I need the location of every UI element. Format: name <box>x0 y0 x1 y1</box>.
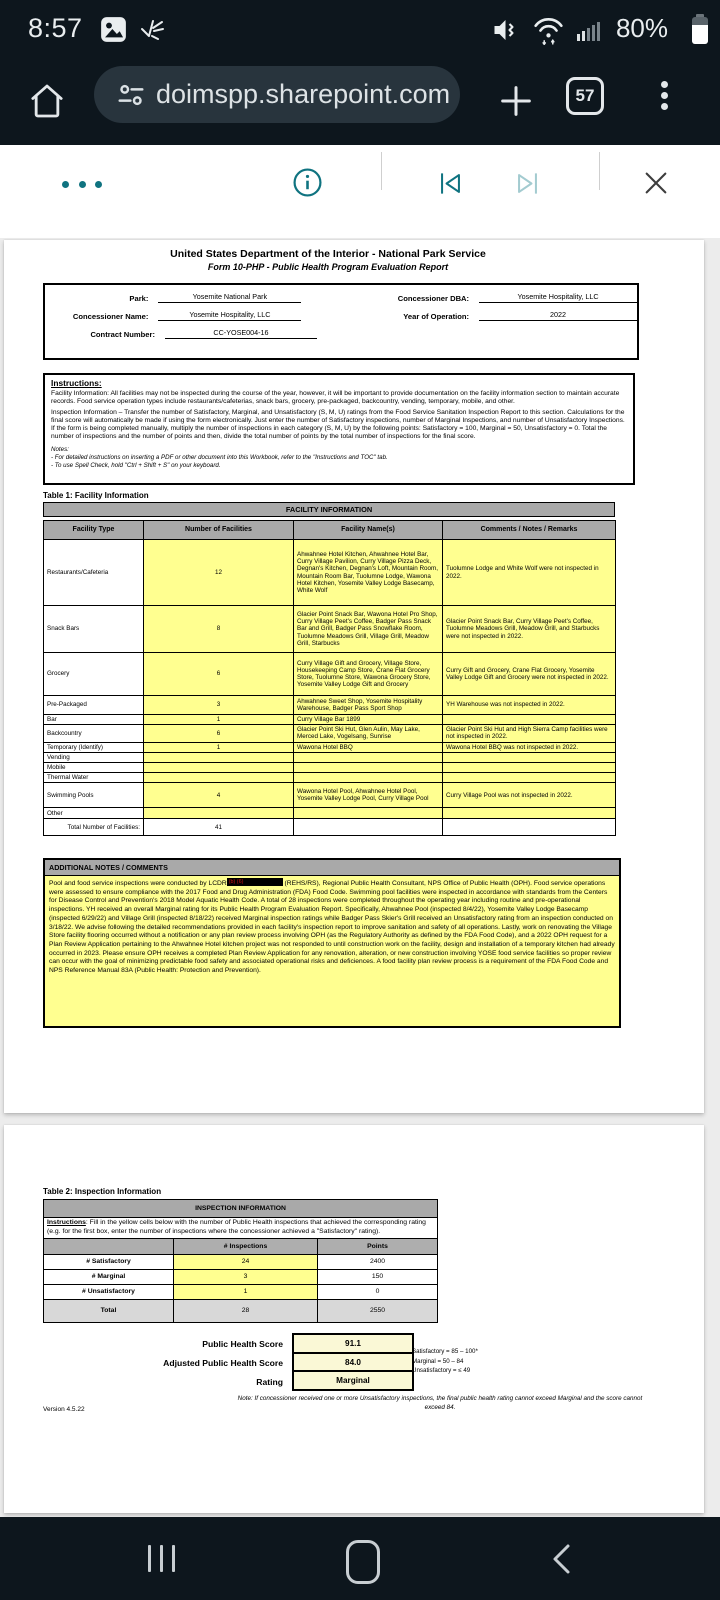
document-viewer[interactable] <box>0 238 720 1517</box>
facility-total-row: Total Number of Facilities: 41 <box>44 819 616 836</box>
signal-strength-icon <box>576 18 604 47</box>
document-page-2 <box>4 1125 704 1513</box>
col-facility-type: Facility Type <box>44 521 144 540</box>
facility-row: Temporary (Identify) 1 Wawona Hotel BBQ Wawona Hotel BBQ was not inspected in 2022. <box>44 742 616 752</box>
adjusted-score-label: Adjusted Public Health Score <box>163 1358 283 1369</box>
table2-column-header-row <box>44 1238 438 1254</box>
document-title: United States Department of the Interior - National Park Service <box>170 248 486 260</box>
document-page-1 <box>4 240 704 1113</box>
status-time: 8:57 <box>28 13 83 43</box>
document-viewer-toolbar <box>0 145 720 239</box>
concessioner-name-value: Yosemite Hospitality, LLC <box>158 310 301 321</box>
browser-toolbar <box>0 57 720 145</box>
additional-notes-box <box>43 858 621 1028</box>
year-value: 2022 <box>479 310 637 321</box>
col-comments: Comments / Notes / Remarks <box>443 521 616 540</box>
public-health-score-label: Public Health Score <box>202 1338 283 1349</box>
note-line-1: - For detailed instructions on inserting a PDF or other document into this Workbook, refer to the "Instructions and TOC" tab. <box>51 453 388 461</box>
mute-vibrate-icon <box>492 17 519 48</box>
table2-caption: Table 2: Inspection Information <box>43 1187 162 1196</box>
facility-row: Mobile <box>44 762 616 772</box>
info-icon[interactable] <box>292 167 323 203</box>
version-label: Version 4.5.22 <box>43 1406 85 1413</box>
concessioner-name-label: Concessioner Name: <box>72 312 149 321</box>
tab-count-label: 57 <box>575 86 595 105</box>
notes-label: Notes: <box>51 445 69 453</box>
next-sheet-icon[interactable] <box>514 170 541 202</box>
score-summary <box>43 1333 443 1391</box>
url-text[interactable]: doimspp.sharepoint.com <box>156 79 451 109</box>
facility-row: Snack Bars 8 Glacier Point Snack Bar, Wawona Hotel Pro Shop, Curry Village Peet's Coffee, Badger Pass Snack Bar and Grill, Badger Pass Snowflake Room, Tuolumne Meadows Grill, Village Grill, Meadow Grill, Starbucks Glacier Point Snack Bar, Curry Village Peet's Coffee, Tuolumne Meadows Grill, Meadow Grill, and Starbucks were not inspected in 2022. <box>44 606 616 653</box>
inspection-total-row: Total 28 2550 <box>44 1299 438 1322</box>
toolbar-divider <box>381 152 382 190</box>
rating-legend: Satisfactory = 85 – 100* Marginal = 50 – 84 Unsatisfactory = ≤ 49 <box>412 1348 478 1375</box>
home-icon[interactable] <box>26 81 68 126</box>
status-bar <box>0 0 720 57</box>
table1-header-bar: FACILITY INFORMATION <box>43 502 615 517</box>
facility-row: Grocery 6 Curry Village Gift and Grocery, Village Store, Housekeeping Camp Store, Crane Flat Grocery Store, Tuolumne Store, Wawona Grocery Store, Yosemite Valley Lodge Gift and Grocery Curry Gift and Grocery, Crane Flat Grocery, Yosemite Valley Lodge Gift and Grocery were not inspected in 2022. <box>44 653 616 696</box>
instructions-paragraph-2: Inspection Information – Transfer the number of Satisfactory, Marginal, and Unsatisfactory (S, M, U) ratings from the Food Service Sanitation Inspection Report to this section. Calculations for the final score will automatically be made if using the form electronically. Just enter the number of Satisfactory inspections, number of Marginal Inspections, and number of Unsatisfactory Inspections. If the form is being completed manually, multiply the number of inspections in each category (S, M, U) by the following points: Satisfactory = 100, Marginal = 50, Unsatisfactory = 0. Total the number of inspections and the number of points and then, divide the total number of points by the total number of inspections for the final score. <box>51 408 625 441</box>
year-label: Year of Operation: <box>403 312 470 321</box>
table2-header-bar: INSPECTION INFORMATION <box>44 1200 438 1218</box>
back-icon[interactable] <box>548 1543 574 1580</box>
gallery-notification-icon <box>100 16 127 48</box>
android-navigation-bar <box>0 1517 720 1600</box>
table2-instructions: Instructions: Fill in the yellow cells below with the number of Public Health inspections that achieved the corresponding rating (e.g. for the first box, enter the number of inspections where the concessioner achieved a "Satisfactory" rating). <box>44 1218 438 1239</box>
recent-apps-icon[interactable] <box>148 1545 184 1572</box>
facility-information-table <box>43 520 616 836</box>
public-health-score-value: 91.1 <box>292 1333 414 1354</box>
col-points: Points <box>318 1238 438 1254</box>
facility-row: Bar 1 Curry Village Bar 1899 <box>44 715 616 725</box>
col-inspections: # Inspections <box>174 1238 318 1254</box>
note-line-2: - To use Spell Check, hold "Ctrl + Shift + S" on your keyboard. <box>51 461 221 469</box>
park-value: Yosemite National Park <box>158 292 301 303</box>
adjusted-score-value: 84.0 <box>292 1352 414 1373</box>
instructions-paragraph-1: Facility Information: All facilities may not be inspected during the course of the year, however, it will be important to provide documentation on the facility information section to maintain accurate records. Food service operation types include restaurants/cafeterias, snack bars, grocery, pre-packaged, backcountry, vending, temporary, mobile, and other. <box>51 390 620 406</box>
instructions-heading: Instructions: <box>51 378 102 388</box>
dba-value: Yosemite Hospitality, LLC <box>479 292 637 303</box>
rating-label: Rating <box>256 1376 283 1387</box>
tab-counter[interactable] <box>566 77 604 115</box>
table1-column-header-row <box>44 521 616 540</box>
more-options-icon[interactable] <box>62 181 102 188</box>
facility-row: Swimming Pools 4 Wawona Hotel Pool, Ahwahnee Hotel Pool, Yosemite Valley Lodge Pool, Curry Village Pool Curry Village Pool was not inspected in 2022. <box>44 783 616 808</box>
battery-percent: 80% <box>615 13 668 43</box>
col-facility-names: Facility Name(s) <box>294 521 443 540</box>
facility-row: Thermal Water <box>44 773 616 783</box>
additional-notes-header: ADDITIONAL NOTES / COMMENTS <box>45 860 619 876</box>
home-nav-icon[interactable] <box>346 1540 380 1584</box>
inspection-information-table <box>43 1199 438 1323</box>
col-number-of-facilities: Number of Facilities <box>144 521 294 540</box>
document-subtitle: Form 10-PHP - Public Health Program Evaluation Report <box>207 261 449 272</box>
facility-row: Restaurants/Cafeteria 12 Ahwahnee Hotel Kitchen, Ahwahnee Hotel Bar, Curry Village Pavilion, Curry Village Pizza Deck, Degnan's Kitchen, Degnan's Loft, Mountain Room, Mountain Room Bar, Tuolumne Lodge, Wawona Hotel Kitchen, Yosemite Valley Lodge Basecamp, White Wolf Tuolumne Lodge and White Wolf were not inspected in 2022. <box>44 540 616 606</box>
instructions-box <box>43 373 635 485</box>
previous-sheet-icon[interactable] <box>437 170 464 202</box>
facility-row: Pre-Packaged 3 Ahwahnee Sweet Shop, Yosemite Hospitality Warehouse, Badger Pass Sport Shop YH Warehouse was not inspected in 2022. <box>44 696 616 715</box>
rating-note: Note: If concessioner received one or more Unsatisfactory inspections, the final public health rating cannot exceed Marginal and the score cannot exceed 84. <box>237 1395 643 1411</box>
wifi-icon <box>532 15 565 50</box>
toolbar-divider <box>599 152 600 190</box>
additional-notes-text <box>45 876 619 1026</box>
rating-value: Marginal <box>292 1370 414 1391</box>
dba-label: Concessioner DBA: <box>397 294 470 303</box>
bird-notification-icon <box>140 18 168 47</box>
inspection-row: # Unsatisfactory 1 0 <box>44 1284 438 1299</box>
facility-row: Other <box>44 808 616 819</box>
facility-row: Vending <box>44 752 616 762</box>
park-label: Park: <box>129 294 149 303</box>
notes-text-end: (REHS/RS), Regional Public Health Consultant, NPS Office of Public Health (OPH). Food service operations were assessed to ensure compliance with the 2017 Food and Drug Administration (FDA) Food Code. Swimming pool facilities were inspected in accordance with standards from the Centers for Disease Control and Prevention's 2018 Model Aquatic Health Code. A total of 28 inspections were completed throughout the operating year including routine and pre-operational inspections. YH received an overall Marginal rating for its Public Health Program Evaluation Report. Specifically, Ahwahnee Pool (inspected 8/4/22), Yosemite Valley Lodge Basecamp (inspected 6/29/22) and Village Grill (inspected 8/18/22) received Marginal inspection ratings while Badger Pass Skier's Grill received an Unsatisfactory rating from an inspection conducted on 3/18/22. We advise following the detailed recommendations provided in each facility's inspection report to improve sanitation and safety of all operations. Lastly, work on renovating the Village Store facility flooring occurred without a notification or any plan review process involving OPH (as the Regulatory Authority as defined by the FDA Food Code), and a 2022 OPH request for a Plan Review Application pertaining to the Ahwahnee Hotel kitchen project was not responded to until construction work on the facility, design and installation of a temporary kitchen had already occurred in 2023. Please ensure OPH receives a completed Plan Review Application for any renovation, alteration, or new construction involving YOSE food service facilities so proper review can occur with the goal of minimizing predictable food safety and associated operational risks and deficiences. A food facility plan review process is a requirement of the FDA Food Code and NPS Reference Manual 83A (Public Health: Protection and Prevention). <box>49 880 615 975</box>
park-info-box <box>43 283 639 360</box>
new-tab-icon[interactable] <box>496 81 536 126</box>
battery-icon <box>690 13 710 50</box>
table1-caption: Table 1: Facility Information <box>43 491 149 500</box>
contract-label: Contract Number: <box>90 330 155 339</box>
close-icon[interactable] <box>642 169 670 202</box>
url-bar[interactable] <box>94 66 460 123</box>
notes-text-start: Pool and food service inspections were conducted by LCDR <box>49 880 227 887</box>
contract-value: CC-YOSE004-16 <box>165 328 317 339</box>
facility-row: Backcountry 6 Glacier Point Ski Hut, Glen Aulin, May Lake, Merced Lake, Vogelsang, Sunrise Glacier Point Ski Hut and High Sierra Camp facilities were not inspected in 2022. <box>44 725 616 742</box>
redaction-box: (b) (6) <box>227 878 283 886</box>
browser-menu-icon[interactable] <box>658 77 670 113</box>
site-settings-icon[interactable] <box>116 80 146 110</box>
inspection-row: # Marginal 3 150 <box>44 1269 438 1284</box>
inspection-row: # Satisfactory 24 2400 <box>44 1254 438 1269</box>
